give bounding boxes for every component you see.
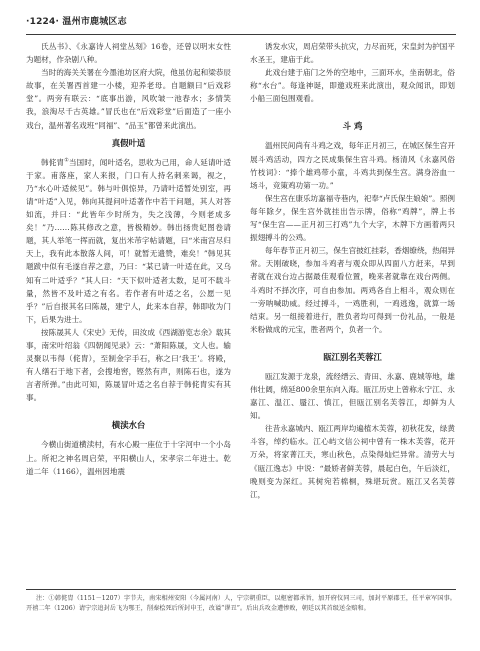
paragraph: 诱发水灾，周启荣带头抗灾，力尽而死，宋皇封为护国平水圣王，建庙于此。: [250, 42, 455, 65]
header-rule: [26, 34, 456, 35]
paragraph: 温州民间尚有斗鸡之戏，每年正月初三，在城区保生宫开展斗鸡活动，四方之民成集保生宫斗鸡。杨清风《永嘉风俗竹枝词》：“捧个雄鸡带小童，斗鸡共到保生宫。满身浴血一场斗，竞策鸡功第一功。”: [250, 141, 455, 190]
footnote-text: 注：①韩侂胄（1151－1207）字节夫，南宋相州安阳（今属河南）人，宁宗朝重臣，以枢密都承旨，加开府仪同三司，加封平原郡王，任平章军国事。开禧二年（1206）请宁宗追封岳飞为鄂王，削秦桧死后所封申王，改谥“谬丑”。后出兵攻金遭惨败，朝廷以其首级送金赔和。: [26, 595, 456, 612]
footnote: [26, 594, 456, 614]
paragraph: 往昔永嘉城内、瓯江两岸均遍植木芙蓉，初秋花发，绿黄斗容，绰约临水。江心屿文信公祠中曾有一株木芙蓉，花开万朵，将家菁江天，寒山秋色，点染得灿烂异常。清劳大与《瓯江逸志》中说：“最娇者鲜芙蓉，晨起白色，午后淡红，晚则变为深红。其树宛若棉桐，殊堪玩赏。瓯江又名芙蓉江，: [250, 424, 455, 499]
paragraph: 每年春节正月初三，保生宫披红挂彩，香烟缭绕，热闹异常。天刚破晓，参加斗鸡者与观众即从四面八方赶来，早到者就在戏台边占据最佳观看位置，晚来者就靠在戏台两侧。斗鸡时不择次序，可自由参加。两鸡各自上相斗，观众则在一旁呐喊助威。经过搏斗，一鸡胜利，一鸡逃逸，就算一场结束。另一组接着进行，胜负者均可得到一份礼品，一般是米粉做成的元宝，胜者两个，负者一个。: [250, 246, 455, 334]
paragraph: [26, 156, 231, 326]
inline-text: 韩侂胄: [41, 157, 65, 167]
paragraph: 此戏台建于庙门之外的空地中，三面环水，坐南朝北，俗称“水台”。每逢神诞，即邀戏班来此演出，观众闻讯，即划小船三面包围观看。: [250, 68, 455, 104]
section-heading: 斗 鸡: [342, 121, 363, 132]
heading-part: 别名芙蓉江: [339, 351, 382, 362]
section-heading: 横渎水台: [111, 420, 146, 431]
section-heading: 真假叶适: [111, 137, 146, 148]
section-heading: [250, 350, 455, 364]
heading-part: 瓯江: [323, 351, 340, 362]
paragraph: 今横山街道横渎村，有水心殿一座位于十字河中一个小岛上。所祀之神名周启荣，平阳横山人，宋孝宗二年进士。乾道二年（1166），温州因地震: [26, 440, 231, 476]
paragraph: 氏丛书》、《永嘉诗人祠堂丛刻》16卷，还曾以明末女性为题材，作杂剧八种。: [26, 42, 231, 65]
page-header: [26, 14, 456, 36]
paragraph: 瓯江发源于龙泉，流经缙云、青田、永嘉、鹿城等地，雄伟壮阔，绵延800余里东向入海。瓯江历史上曾称永宁江、永嘉江、温江、蜃江、慎江，但瓯江别名芙蓉江，却鲜为人知。: [250, 371, 455, 421]
footnote-marker: ①: [64, 157, 69, 164]
inline-text: 当国时，闻叶适名，思收为己用，命人延请叶适于家。甫落座，家人来报，门口有人持名刺来谒，视之，乃“水心叶适候见”。韩与叶俱惊异，乃请叶适暂处别室，再请“叶适”入见，韩向其提问叶适著作中若干问题，其人对答如流，并曰：“此皆年少时所为，失之浅薄，今则老成多矣！”乃……陈其修改之意，皆极精妙。韩出扬贵妃图卷请题，其人举笔一挥而就，复出米芾字帖请题，曰“米南宫尽归天上，我有此本散落人间，可！就暂无遗赞，难矣！”韩见其题跋中似有毛遂自荐之意，乃曰：“某已请一叶适在此，又乌知有二叶适乎？”其人曰：“天下似叶适者太数，足可不载斗量，然皆不及叶适之有名。若作者有叶适之名，公愿一见乎？”后自报其名曰陈晟，建宁人，此来本自荐，韩即收为门下，后果为进士。: [26, 157, 232, 324]
paragraph: 按陈晟其人《宋史》无传，田汝成《西湖游览志余》载其事，南宋叶绍翁《四朝闻见录》云：“萧阳陈晟，文人也。输灵聚以韦得（侂胄），至制金字手石，称之曰‘我王’。将殿，有人缮石于地下者，会搜地窖，铿然有声，则陈石也，遂为言者所弹。”由此可知，陈晟冒叶适之名自荐于韩侂胄实有其事。: [26, 327, 231, 403]
right-column: [250, 40, 455, 501]
footnote-rule: [26, 589, 456, 590]
paragraph: 当时的海关关署在今墨池坊区府大院，他虽仿起和梁恭辰故事，在关署西首建一小楼，迎养老母。自题额曰“后戏彩堂”。两旁有联云：“底事出游，风吹皱一池春水；多情笑我，浪淘尽千古英雄。”冒氏也在“后戏彩堂”后面造了一座小戏台，温州著名戏班“同福”、“品玉”都曾来此演出。: [26, 68, 231, 130]
paragraph: 保生宫在康乐坊嘉福寺巷内，祀奉“卢氏保生娘娘”。照例每年除夕，保生宫外就挂出告示牌，俗称“鸡牌”，牌上书写“保生宫——正月初三打鸡”九个大字，木牌下方画着两只振翅搏斗的公鸡。: [250, 193, 456, 243]
left-column: [26, 40, 231, 478]
page-header-text: ·1224· 温州市鹿城区志: [26, 17, 127, 27]
